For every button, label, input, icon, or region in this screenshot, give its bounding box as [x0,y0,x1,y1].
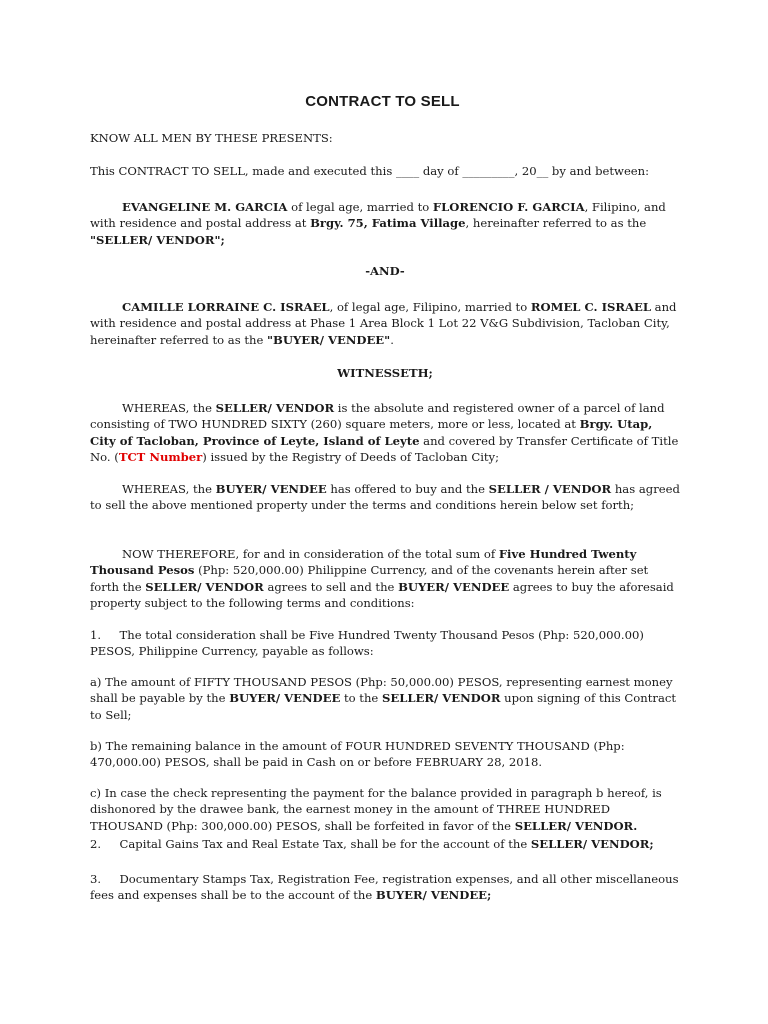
whereas1-text-2: is the absolute and registered owner of a parcel of land consisting of TWO HUNDRED SIXTY (260) square meters, more or less, located at [90,401,665,432]
item-3-buyer: BUYER/ VENDEE; [375,888,492,903]
item-2-seller: SELLER/ VENDOR; [530,837,654,851]
know-all-line: KNOW ALL MEN BY THESE PRESENTS: [90,131,333,145]
now-therefore-text-2: (Php: 520,000.00) Philippine Currency, and of the covenants herein after set forth the [90,563,649,594]
witnesseth-heading: WITNESSETH; [337,366,433,380]
seller-name: EVANGELINE M. GARCIA [122,200,288,214]
whereas-paragraph-1 [90,400,680,466]
buyer-text-3: . [390,332,394,347]
item-a-text-2: to the [340,691,382,706]
whereas1-text-4: ) issued by the Registry of Deeds of Tacloban City; [202,450,500,465]
seller-text-3: , hereinafter referred to as the [465,216,647,231]
buyer-name: CAMILLE LORRAINE C. ISRAEL [122,300,330,314]
whereas1-seller: SELLER/ VENDOR [215,401,335,415]
term-item-a [90,674,680,723]
now-therefore-text-1: NOW THEREFORE, for and in consideration of the total sum of [122,547,499,561]
whereas-paragraph-2 [90,481,680,514]
total-amount: Five Hundred Twenty Thousand Pesos [90,547,637,578]
seller-role: "SELLER/ VENDOR"; [90,232,225,247]
seller-text-1: of legal age, married to [287,200,433,214]
now-therefore-text-4: agrees to buy the aforesaid property subject to the following terms and conditions: [90,579,674,611]
intro-paragraph: This CONTRACT TO SELL, made and executed this ____ day of _________, 20__ by and between: [90,164,650,178]
and-separator: -AND- [365,264,405,278]
seller-text-2: , Filipino, and with residence and postal address at [90,200,666,231]
item-3-text-1: 3. Documentary Stamps Tax, Registration Fee, registration expenses, and all other miscellaneous fees and expenses shall be to the account of the [90,872,679,903]
seller-spouse: FLORENCIO F. GARCIA [432,200,585,214]
whereas2-seller: SELLER / VENDOR [488,482,612,496]
item-c-seller: SELLER/ VENDOR. [514,818,638,833]
document-title: CONTRACT TO SELL [305,93,460,110]
item-a-seller: SELLER/ VENDOR [381,691,501,706]
seller-address: Brgy. 75, Fatima Village [310,216,466,231]
whereas1-text-1: WHEREAS, the [122,401,216,415]
property-location: Brgy. Utap, City of Tacloban, Province of Leyte, Island of Leyte [90,417,653,448]
now-therefore-seller: SELLER/ VENDOR [145,579,264,594]
term-item-c [90,785,680,834]
buyer-text-2: and with residence and postal address at Phase 1 Area Block 1 Lot 22 V&G Subdivision, Tacloban City, hereinafter referred to as the [90,300,677,347]
item-a-buyer: BUYER/ VENDEE [229,691,341,706]
tct-number-placeholder: TCT Number [118,450,203,465]
seller-paragraph [90,199,680,248]
item-a-text-3: upon signing of this Contract to Sell; [90,691,677,722]
item-c-text-1: c) In case the check representing the payment for the balance provided in paragraph b hereof, is dishonored by the drawee bank, the earnest money in the amount of THREE HUNDRED THOUSAND (Php: 300,000.00) PESOS, shall be forfeited in favor of the [90,786,662,833]
now-therefore-buyer: BUYER/ VENDEE [398,579,510,594]
whereas1-text-3: and covered by Transfer Certificate of Title No. ( [90,433,679,465]
buyer-paragraph [90,299,680,348]
buyer-role: "BUYER/ VENDEE" [267,332,391,347]
term-item-3 [90,871,680,904]
item-2-text-1: 2. Capital Gains Tax and Real Estate Tax, shall be for the account of the [90,837,531,851]
whereas2-text-2: has offered to buy and the [326,482,489,496]
whereas2-text-1: WHEREAS, the [122,482,216,496]
item-a-text-1: a) The amount of FIFTY THOUSAND PESOS (Php: 50,000.00) PESOS, representing earnest money shall be payable by the [90,675,673,706]
buyer-text-1: , of legal age, Filipino, married to [329,300,531,314]
now-therefore-text-3: agrees to sell and the [263,579,399,594]
term-item-b: b) The remaining balance in the amount of FOUR HUNDRED SEVENTY THOUSAND (Php: 470,000.00) PESOS, shall be paid in Cash on or before FEBRUARY 28, 2018. [90,739,625,770]
whereas2-text-3: has agreed to sell the above mentioned property under the terms and conditions herein below set forth; [90,482,680,513]
buyer-spouse: ROMEL C. ISRAEL [530,300,651,314]
term-item-1: 1. The total consideration shall be Five Hundred Twenty Thousand Pesos (Php: 520,000.00) PESOS, Philippine Currency, payable as follows: [90,628,644,659]
term-item-2 [90,836,680,852]
whereas2-buyer: BUYER/ VENDEE [215,482,327,496]
now-therefore-paragraph [90,546,680,612]
